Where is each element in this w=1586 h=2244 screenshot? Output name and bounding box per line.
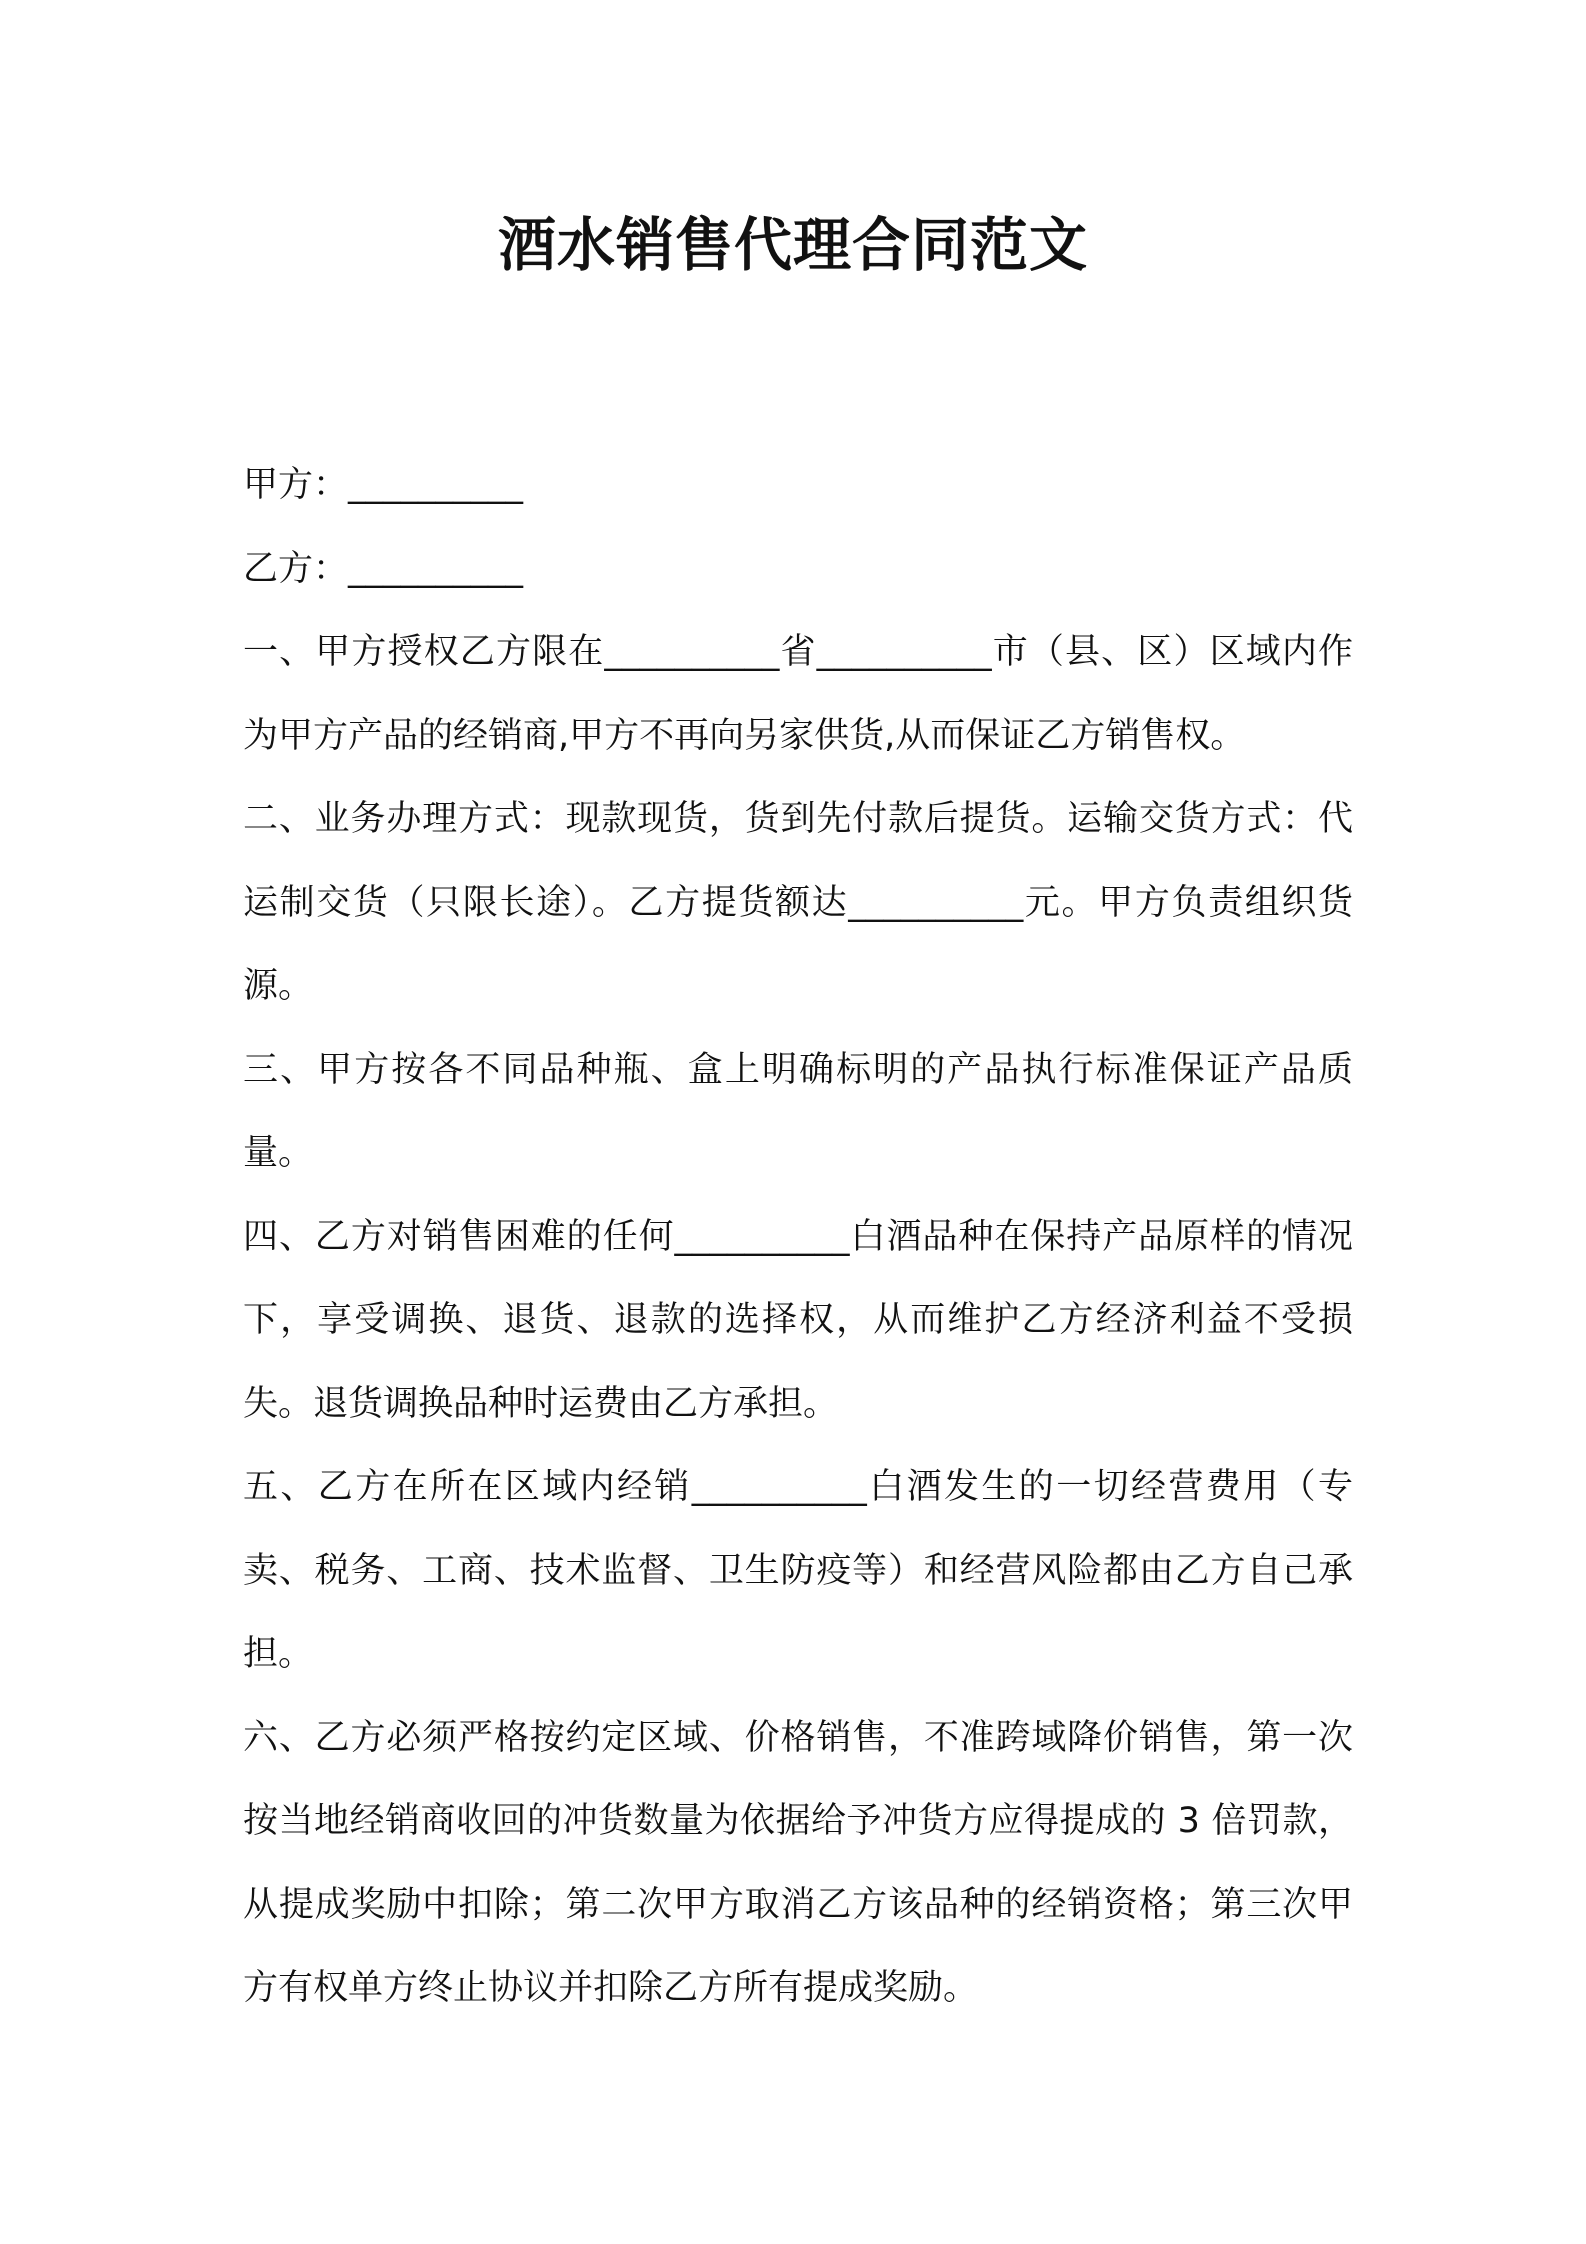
clause-6: 六、乙方必须严格按约定区域、价格销售，不准跨域降价销售，第一次按当地经销商收回的冲货数量为依据给予冲货方应得提成的 3 倍罚款，从提成奖励中扣除；第二次甲方取消乙方该品种的经销资格；第三次甲方有权单方终止协议并扣除乙方所有提成奖励。	[243, 1717, 1353, 2008]
clause-1: 一、甲方授权乙方限在__________省__________市（县、区）区域内作为甲方产品的经销商,甲方不再向另家供货,从而保证乙方销售权。	[243, 632, 1353, 756]
party-a-line: 甲方：__________	[243, 465, 524, 505]
clause-4: 四、乙方对销售困难的任何__________白酒品种在保持产品原样的情况下，享受调换、退货、退款的选择权，从而维护乙方经济利益不受损失。退货调换品种时运费由乙方承担。	[243, 1216, 1353, 1424]
clause-5: 五、乙方在所在区域内经销__________白酒发生的一切经营费用（专卖、税务、工商、技术监督、卫生防疫等）和经营风险都由乙方自己承担。	[243, 1467, 1353, 1674]
clause-3: 三、甲方按各不同品种瓶、盒上明确标明的产品执行标准保证产品质量。	[243, 1049, 1353, 1173]
document-body	[243, 444, 1353, 2031]
document-title: 酒水销售代理合同范文	[497, 211, 1088, 279]
clause-2: 二、业务办理方式：现款现货，货到先付款后提货。运输交货方式：代运制交货（只限长途）。乙方提货额达__________元。甲方负责组织货源。	[243, 799, 1353, 1006]
party-b-line: 乙方：__________	[243, 548, 524, 589]
